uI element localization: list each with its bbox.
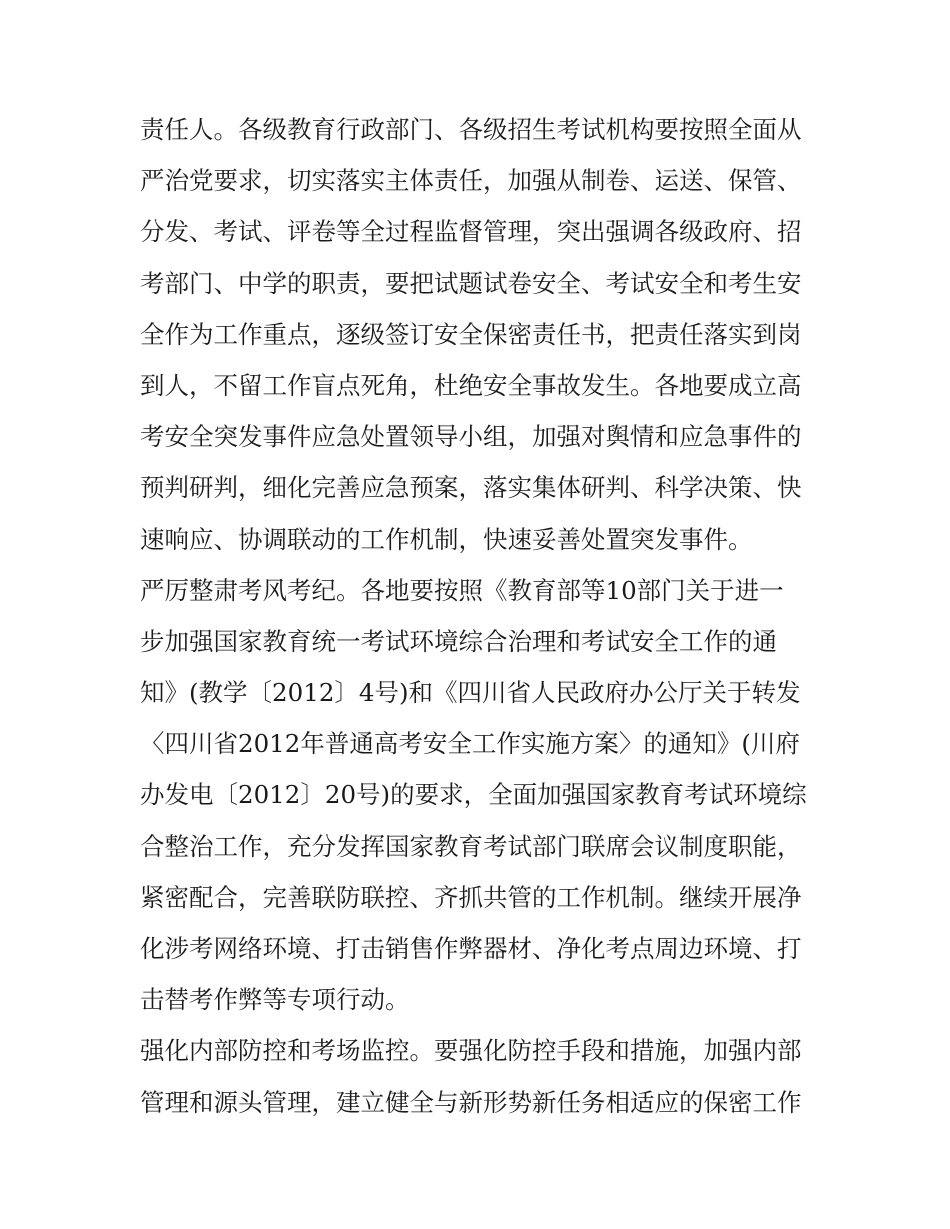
text-line: 办发电〔2012〕20号)的要求，全面加强国家教育考试环境综: [140, 780, 807, 810]
text-line: 严治党要求，切实落实主体责任，加强从制卷、运送、保管、: [140, 166, 802, 196]
body-text: [140, 104, 820, 1128]
text-line: 管理和源头管理，建立健全与新形势新任务相适应的保密工作: [140, 1087, 802, 1117]
text-line: 速响应、协调联动的工作机制，快速妥善处置突发事件。: [140, 524, 753, 554]
text-line: 到人，不留工作盲点死角，杜绝安全事故发生。各地要成立高: [140, 370, 802, 400]
text-line: 合整治工作，充分发挥国家教育考试部门联席会议制度职能，: [140, 831, 802, 861]
text-line: 步加强国家教育统一考试环境综合治理和考试安全工作的通: [140, 626, 777, 656]
text-line: 击替考作弊等专项行动。: [140, 985, 410, 1015]
text-line: 严厉整肃考风考纪。各地要按照《教育部等10部门关于进一: [140, 575, 784, 605]
text-line: 责任人。各级教育行政部门、各级招生考试机构要按照全面从: [140, 115, 802, 144]
text-line: 考部门、中学的职责，要把试题试卷安全、考试安全和考生安: [140, 268, 802, 298]
text-line: 〈四川省2012年普通高考安全工作实施方案〉的通知》(川府: [140, 729, 800, 759]
text-line: 化涉考网络环境、打击销售作弊器材、净化考点周边环境、打: [140, 934, 802, 963]
text-line: 知》(教学〔2012〕4号)和《四川省人民政府办公厅关于转发: [140, 678, 801, 708]
text-line: 考安全突发事件应急处置领导小组，加强对舆情和应急事件的: [140, 422, 802, 452]
text-line: 预判研判，细化完善应急预案，落实集体研判、科学决策、快: [140, 473, 802, 503]
text-line: 全作为工作重点，逐级签订安全保密责任书，把责任落实到岗: [140, 319, 802, 349]
text-line: 分发、考试、评卷等全过程监督管理，突出强调各级政府、招: [140, 217, 802, 247]
text-line: 强化内部防控和考场监控。要强化防控手段和措施，加强内部: [140, 1036, 802, 1066]
text-line: 紧密配合，完善联防联控、齐抓共管的工作机制。继续开展净: [140, 882, 802, 912]
